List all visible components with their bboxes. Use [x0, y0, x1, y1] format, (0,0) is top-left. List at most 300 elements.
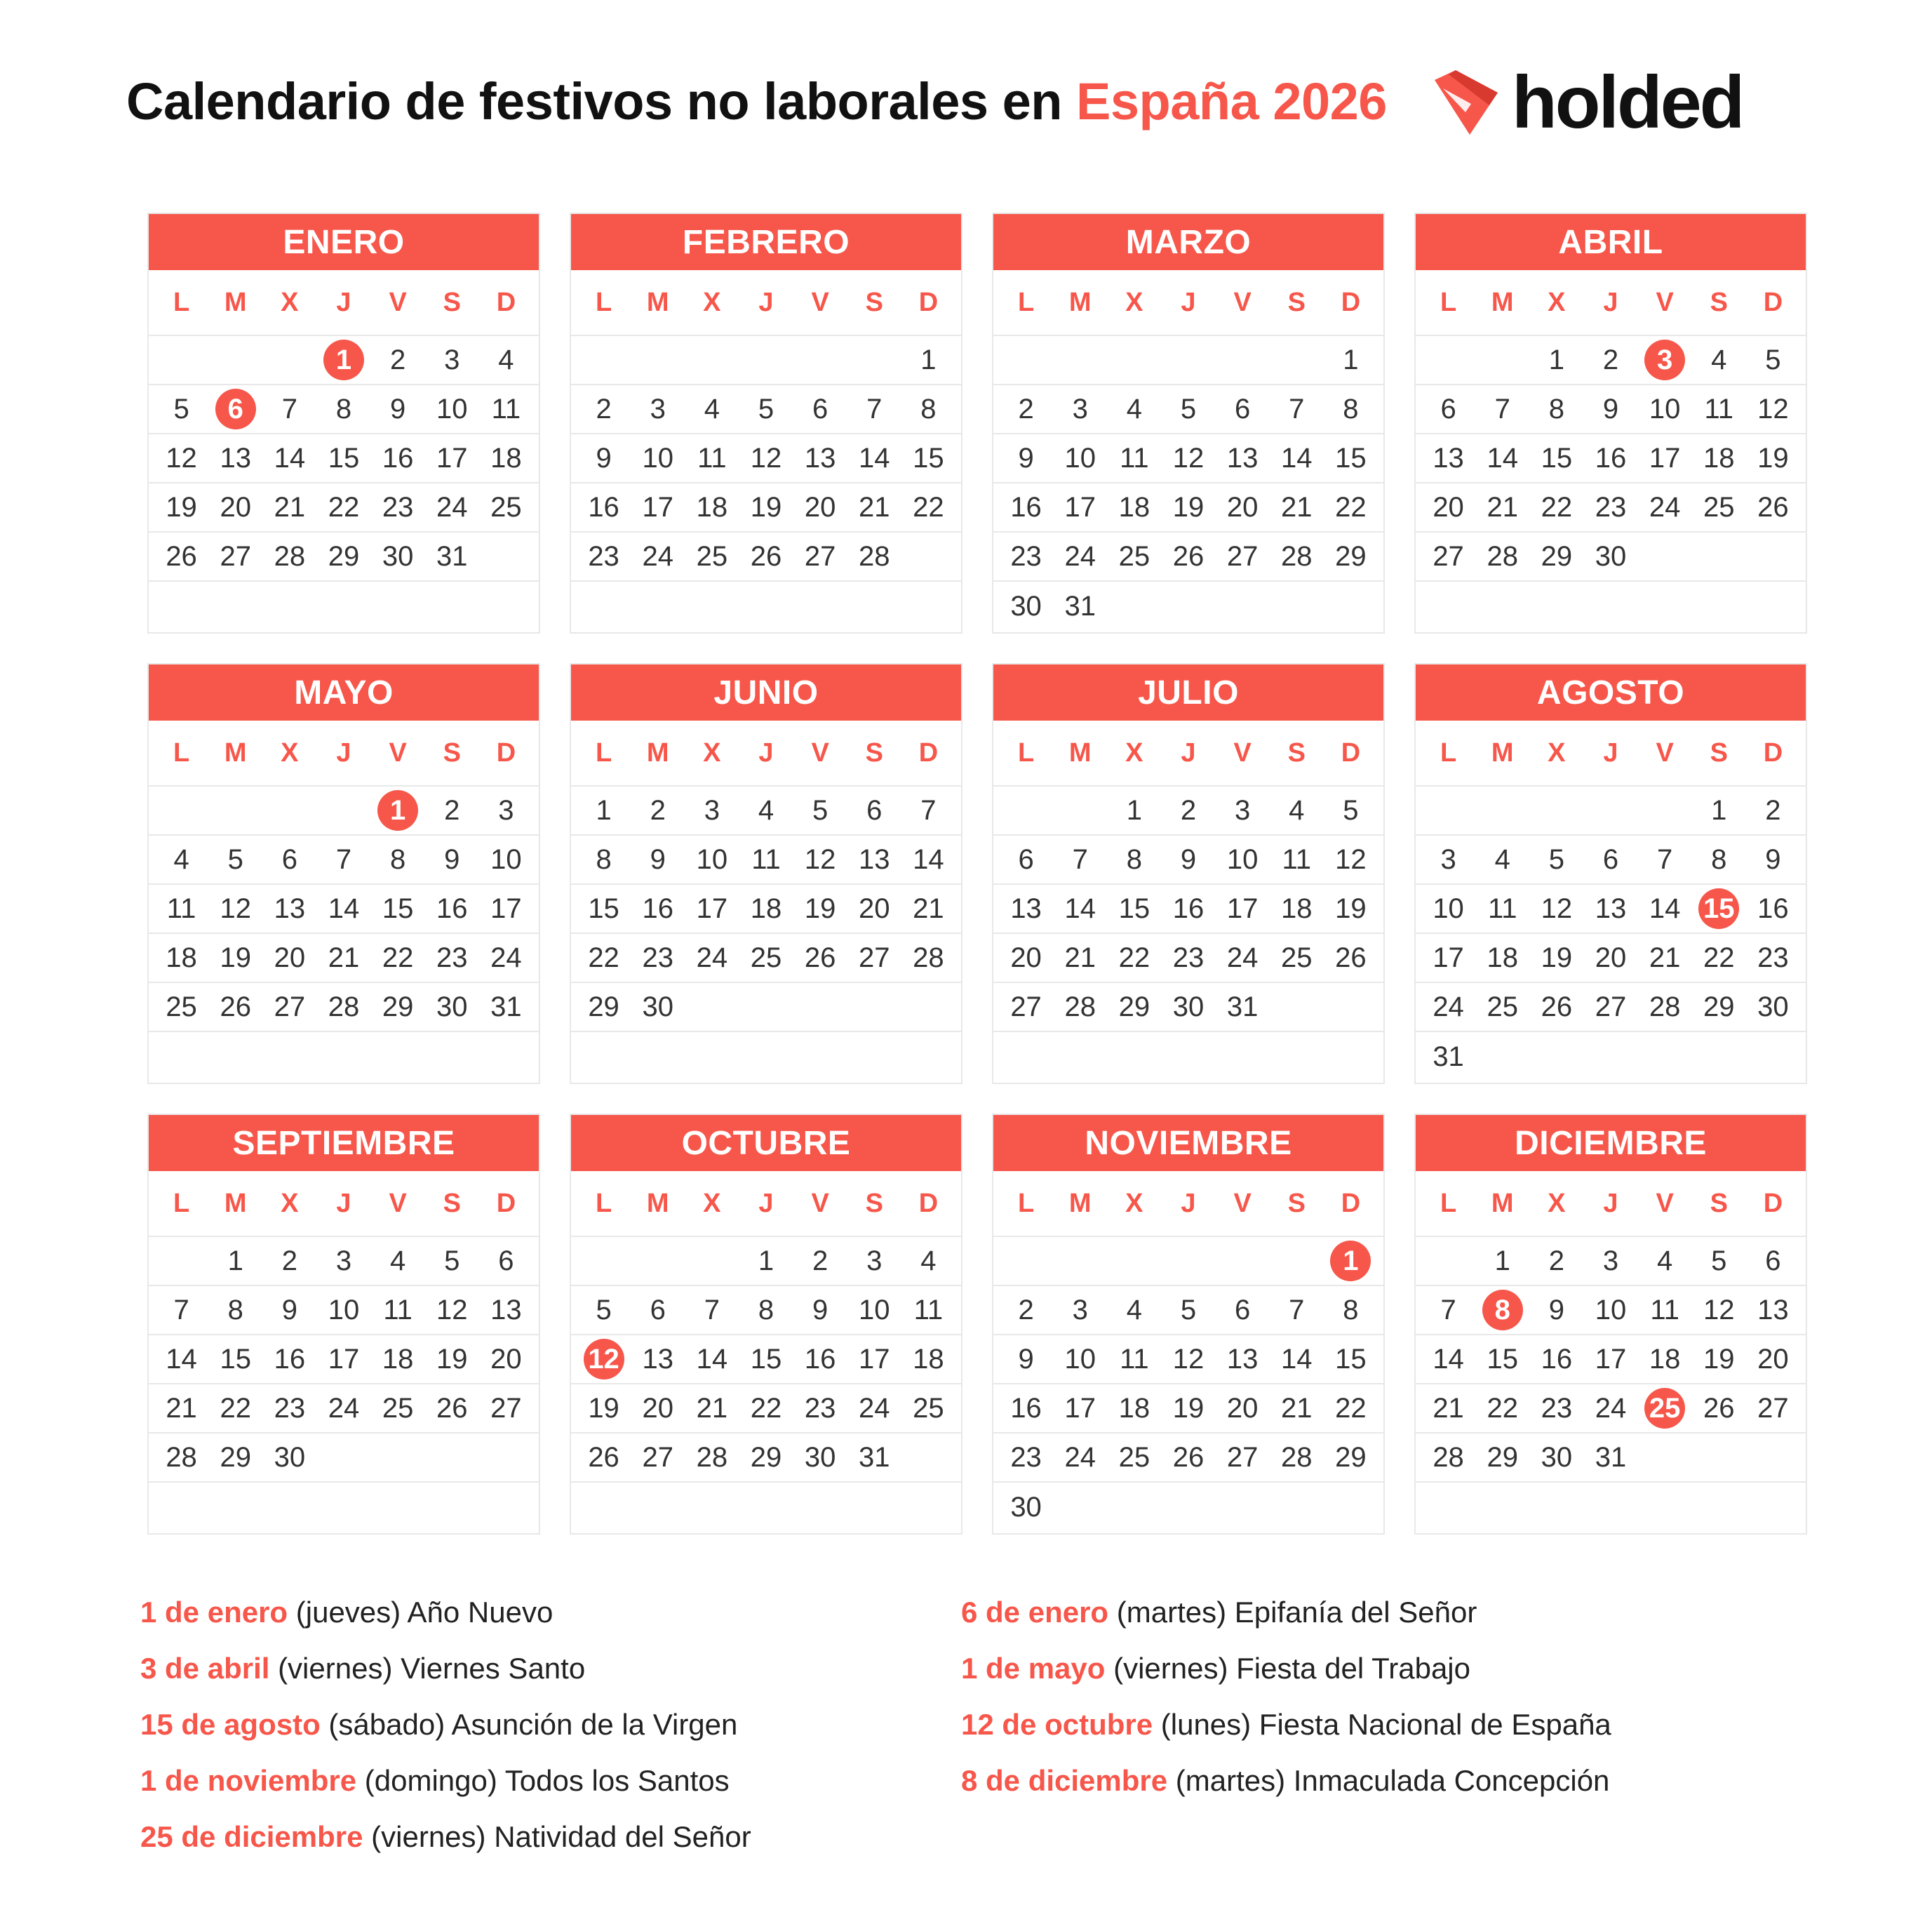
weekday-label: M	[1068, 737, 1092, 768]
day-number: 14	[1487, 442, 1518, 474]
day-cell	[1324, 535, 1378, 577]
day-number: 31	[436, 540, 468, 572]
day-number: 21	[696, 1392, 728, 1424]
weekday-label: S	[1710, 737, 1728, 768]
weekday-label: L	[1440, 737, 1457, 768]
day-cell	[371, 1289, 425, 1331]
day-number: 22	[1703, 942, 1735, 973]
day-cell	[1161, 1338, 1215, 1380]
day-cell	[631, 839, 685, 881]
day-cell	[1583, 437, 1637, 479]
empty-day-cell	[262, 339, 316, 381]
day-cell	[685, 388, 739, 430]
day-number: 26	[1541, 991, 1573, 1022]
day-cell	[685, 437, 739, 479]
weekday-label: V	[1656, 1188, 1674, 1218]
day-cell	[479, 437, 533, 479]
day-number: 29	[382, 991, 414, 1022]
day-number: 10	[1226, 843, 1259, 875]
empty-day-cell	[1475, 339, 1529, 381]
day-number: 30	[642, 991, 673, 1022]
weekday-label: X	[703, 287, 721, 317]
day-cell	[1270, 839, 1324, 881]
day-number: 28	[274, 540, 306, 572]
weekday-label: J	[758, 287, 774, 317]
day-cell	[1746, 339, 1800, 381]
day-number: 4	[704, 393, 720, 425]
day-number: 21	[1281, 491, 1313, 523]
weekday-label: D	[1341, 737, 1361, 768]
empty-day-cell	[1107, 1240, 1161, 1282]
weekday-label: S	[1287, 737, 1306, 768]
empty-day-cell	[631, 1036, 685, 1078]
empty-day-cell	[793, 986, 847, 1028]
holiday-day	[208, 388, 262, 430]
day-number: 15	[750, 1343, 782, 1375]
day-cell	[208, 839, 262, 881]
empty-day-cell	[739, 1486, 793, 1528]
month-name: NOVIEMBRE	[993, 1115, 1383, 1171]
day-cell	[739, 1387, 793, 1429]
day-cell	[1421, 486, 1475, 528]
empty-day-cell	[316, 1036, 370, 1078]
empty-day-cell	[262, 1486, 316, 1528]
day-number: 22	[1335, 1392, 1367, 1424]
day-cell	[262, 535, 316, 577]
day-number: 3	[1440, 843, 1456, 875]
day-number: 30	[1172, 991, 1205, 1022]
day-number: 20	[1757, 1343, 1789, 1375]
empty-day-cell	[1161, 1240, 1215, 1282]
week-row	[993, 885, 1383, 934]
day-number: 29	[588, 991, 619, 1022]
day-cell	[1161, 1289, 1215, 1331]
week-row	[1416, 934, 1806, 983]
day-number: 16	[1541, 1343, 1573, 1375]
empty-day-cell	[1107, 1036, 1161, 1078]
day-number: 8	[596, 843, 612, 875]
day-number: 28	[859, 540, 890, 572]
empty-day-cell	[154, 1036, 208, 1078]
day-number: 8	[1548, 393, 1564, 425]
day-number: 10	[696, 843, 728, 875]
day-number: 13	[859, 843, 890, 875]
day-cell	[1529, 937, 1583, 979]
empty-day-cell	[1692, 1436, 1746, 1478]
weekday-label: S	[1710, 287, 1728, 317]
empty-day-cell	[1270, 986, 1324, 1028]
weekday-label: X	[1125, 1188, 1143, 1218]
day-cell	[847, 888, 901, 930]
empty-day-cell	[208, 1036, 262, 1078]
week-row	[1416, 434, 1806, 483]
day-cell	[685, 486, 739, 528]
day-number: 16	[436, 893, 468, 924]
holiday-day	[371, 789, 425, 831]
day-cell	[631, 388, 685, 430]
day-cell	[1270, 1289, 1324, 1331]
week-row	[1416, 885, 1806, 934]
weekday-label: X	[1548, 1188, 1566, 1218]
day-cell	[1421, 888, 1475, 930]
day-cell	[793, 1289, 847, 1331]
day-cell	[425, 1338, 479, 1380]
legend-item	[140, 1591, 751, 1648]
empty-day-cell	[154, 339, 208, 381]
day-cell	[1216, 388, 1270, 430]
weekday-label: J	[1181, 1188, 1196, 1218]
day-cell	[1746, 937, 1800, 979]
day-number: 3	[1072, 1294, 1088, 1325]
weekday-label: X	[1125, 737, 1143, 768]
day-number: 29	[1541, 540, 1573, 572]
day-cell	[425, 888, 479, 930]
day-number: 11	[1120, 1343, 1149, 1375]
day-cell	[685, 1436, 739, 1478]
day-number: 28	[328, 991, 360, 1022]
day-number: 4	[758, 794, 774, 826]
day-cell	[793, 1387, 847, 1429]
day-cell	[1324, 486, 1378, 528]
day-number: 2	[1018, 1294, 1034, 1325]
empty-day-cell	[1421, 789, 1475, 831]
day-cell	[1107, 1387, 1161, 1429]
day-cell	[154, 486, 208, 528]
empty-day-cell	[1107, 585, 1161, 627]
day-number: 26	[1703, 1392, 1735, 1424]
day-cell	[1324, 437, 1378, 479]
day-cell	[631, 486, 685, 528]
day-number: 26	[588, 1441, 619, 1473]
day-cell	[1270, 888, 1324, 930]
day-cell	[1692, 486, 1746, 528]
week-row	[571, 582, 961, 631]
day-cell	[999, 535, 1053, 577]
weekday-label: S	[1287, 1188, 1306, 1218]
day-number: 11	[383, 1294, 412, 1325]
day-cell	[1161, 486, 1215, 528]
week-row	[149, 1335, 539, 1384]
weekday-label: V	[1233, 287, 1252, 317]
day-cell	[1107, 1289, 1161, 1331]
day-number: 26	[166, 540, 197, 572]
week-row	[149, 1032, 539, 1081]
week-row	[149, 934, 539, 983]
day-cell	[901, 486, 955, 528]
day-cell	[425, 839, 479, 881]
day-cell	[371, 839, 425, 881]
day-number: 18	[1118, 1392, 1151, 1424]
day-number: 24	[1064, 1441, 1096, 1473]
day-number: 16	[804, 1343, 836, 1375]
day-cell	[262, 437, 316, 479]
day-cell	[262, 888, 316, 930]
empty-day-cell	[425, 1436, 479, 1478]
day-number: 23	[588, 540, 619, 572]
day-cell	[1638, 388, 1692, 430]
day-number: 19	[1757, 442, 1789, 474]
day-number: 8	[1343, 1294, 1359, 1325]
day-number: 10	[1595, 1294, 1627, 1325]
empty-day-cell	[999, 789, 1053, 831]
day-cell	[1638, 437, 1692, 479]
day-number: 15	[1487, 1343, 1518, 1375]
day-cell	[1107, 986, 1161, 1028]
day-cell	[316, 1338, 370, 1380]
day-number: 18	[490, 442, 522, 474]
day-number: 14	[696, 1343, 728, 1375]
weekday-label: S	[443, 1188, 461, 1218]
day-number: 4	[920, 1245, 937, 1276]
day-number: 12	[1172, 442, 1205, 474]
day-cell	[847, 789, 901, 831]
empty-day-cell	[1161, 339, 1215, 381]
empty-day-cell	[793, 585, 847, 627]
day-cell	[316, 888, 370, 930]
day-cell	[999, 388, 1053, 430]
empty-day-cell	[479, 1036, 533, 1078]
empty-day-cell	[316, 585, 370, 627]
weekday-label: L	[173, 1188, 190, 1218]
day-number: 12	[1541, 893, 1573, 924]
day-cell	[999, 986, 1053, 1028]
week-row	[149, 336, 539, 385]
day-cell	[1324, 1338, 1378, 1380]
weekday-label: D	[496, 737, 516, 768]
week-row	[149, 1384, 539, 1434]
day-cell	[425, 789, 479, 831]
day-number: 9	[1602, 393, 1619, 425]
empty-day-cell	[479, 535, 533, 577]
weekday-label: M	[1068, 287, 1092, 317]
day-cell	[479, 339, 533, 381]
week-row	[149, 483, 539, 533]
weekday-label: J	[758, 1188, 774, 1218]
day-number: 20	[859, 893, 890, 924]
day-cell	[1324, 1387, 1378, 1429]
day-number: 8	[1343, 393, 1359, 425]
week-row	[149, 434, 539, 483]
day-cell	[631, 535, 685, 577]
day-cell	[577, 1387, 631, 1429]
empty-day-cell	[901, 585, 955, 627]
day-number: 12	[750, 442, 782, 474]
week-row	[571, 1335, 961, 1384]
empty-day-cell	[262, 585, 316, 627]
day-cell	[1107, 888, 1161, 930]
day-number: 25	[1281, 942, 1313, 973]
week-row	[993, 1335, 1383, 1384]
day-number: 8	[227, 1294, 243, 1325]
legend-item	[140, 1816, 751, 1872]
empty-day-cell	[316, 1436, 370, 1478]
day-number: 9	[1548, 1294, 1564, 1325]
day-cell	[425, 388, 479, 430]
weekday-label: M	[646, 737, 669, 768]
day-number: 5	[1180, 1294, 1197, 1325]
empty-day-cell	[1053, 1240, 1107, 1282]
day-cell	[262, 986, 316, 1028]
weekday-header-row	[571, 721, 961, 787]
day-number: 25	[166, 991, 197, 1022]
day-number: 14	[859, 442, 890, 474]
day-cell	[1216, 1338, 1270, 1380]
day-number: 23	[274, 1392, 306, 1424]
weekday-label: L	[595, 737, 612, 768]
day-cell	[577, 986, 631, 1028]
empty-day-cell	[1529, 789, 1583, 831]
day-number: 8	[335, 393, 352, 425]
day-cell	[739, 1289, 793, 1331]
empty-day-cell	[1583, 789, 1637, 831]
day-number: 21	[1064, 942, 1096, 973]
day-cell	[1270, 937, 1324, 979]
day-number: 27	[1757, 1392, 1789, 1424]
empty-day-cell	[154, 789, 208, 831]
weekday-label: L	[595, 1188, 612, 1218]
empty-day-cell	[1270, 1240, 1324, 1282]
weekday-header-row	[571, 270, 961, 336]
legend-column-left	[140, 1591, 751, 1872]
empty-day-cell	[1270, 585, 1324, 627]
day-number: 19	[1172, 1392, 1205, 1424]
week-row	[571, 885, 961, 934]
day-cell	[1421, 1036, 1475, 1078]
day-number: 20	[220, 491, 251, 523]
empty-day-cell	[1216, 585, 1270, 627]
day-number: 14	[166, 1343, 197, 1375]
day-cell	[1583, 986, 1637, 1028]
day-cell	[577, 1289, 631, 1331]
day-number: 9	[281, 1294, 297, 1325]
day-number: 21	[1487, 491, 1518, 523]
day-number: 23	[804, 1392, 836, 1424]
day-cell	[371, 1240, 425, 1282]
day-number: 19	[220, 942, 251, 973]
day-cell	[1475, 1338, 1529, 1380]
day-number: 6	[866, 794, 883, 826]
day-cell	[154, 839, 208, 881]
empty-day-cell	[371, 585, 425, 627]
day-number: 29	[1118, 991, 1151, 1022]
week-row	[993, 385, 1383, 434]
day-number: 16	[1172, 893, 1205, 924]
day-number: 19	[1703, 1343, 1735, 1375]
day-cell	[1053, 937, 1107, 979]
empty-day-cell	[208, 789, 262, 831]
day-number: 11	[166, 893, 196, 924]
day-number: 20	[1226, 491, 1259, 523]
weekday-label: V	[1656, 737, 1674, 768]
empty-day-cell	[1638, 1036, 1692, 1078]
day-number: 18	[382, 1343, 414, 1375]
day-cell	[1529, 1240, 1583, 1282]
day-cell	[479, 937, 533, 979]
empty-day-cell	[1529, 1486, 1583, 1528]
empty-day-cell	[577, 585, 631, 627]
day-cell	[1692, 388, 1746, 430]
day-cell	[1421, 1387, 1475, 1429]
page-header	[126, 61, 1810, 144]
day-number: 25	[1118, 540, 1151, 572]
month-junio	[570, 663, 962, 1084]
day-cell	[739, 1436, 793, 1478]
day-cell	[1583, 388, 1637, 430]
day-number: 16	[1757, 893, 1789, 924]
day-number: 31	[1433, 1041, 1464, 1072]
weekday-header-row	[993, 721, 1383, 787]
empty-day-cell	[1053, 1486, 1107, 1528]
weekday-label: X	[281, 1188, 299, 1218]
empty-day-cell	[999, 1036, 1053, 1078]
month-noviembre	[992, 1114, 1385, 1535]
day-cell	[1746, 1240, 1800, 1282]
weekday-label: D	[1763, 1188, 1783, 1218]
day-cell	[999, 585, 1053, 627]
day-number: 15	[1335, 442, 1367, 474]
day-cell	[262, 388, 316, 430]
day-cell	[371, 937, 425, 979]
day-cell	[793, 888, 847, 930]
day-cell	[1324, 339, 1378, 381]
holiday-date: 6 de enero	[961, 1596, 1109, 1629]
day-number: 13	[1010, 893, 1042, 924]
day-cell	[1216, 1387, 1270, 1429]
empty-day-cell	[1692, 535, 1746, 577]
day-number: 13	[1757, 1294, 1789, 1325]
empty-day-cell	[316, 1486, 370, 1528]
day-number: 25	[490, 491, 522, 523]
week-row	[1416, 1434, 1806, 1483]
day-cell	[793, 789, 847, 831]
holiday-date: 15 de agosto	[140, 1708, 321, 1741]
day-number: 19	[1541, 942, 1573, 973]
day-cell	[208, 437, 262, 479]
day-cell	[1324, 888, 1378, 930]
day-cell	[1161, 1436, 1215, 1478]
week-row	[1416, 787, 1806, 836]
day-cell	[479, 1387, 533, 1429]
day-number: 12	[1703, 1294, 1735, 1325]
month-name: AGOSTO	[1416, 664, 1806, 721]
day-cell	[1692, 986, 1746, 1028]
day-number: 23	[1541, 1392, 1573, 1424]
weekday-label: D	[918, 287, 939, 317]
day-cell	[901, 1240, 955, 1282]
day-cell	[1216, 486, 1270, 528]
empty-day-cell	[1529, 585, 1583, 627]
holiday-day	[1638, 339, 1692, 381]
day-number: 30	[1010, 590, 1042, 622]
day-number: 17	[1649, 442, 1681, 474]
weekday-label: M	[224, 737, 247, 768]
empty-day-cell	[1638, 789, 1692, 831]
day-number: 1	[1343, 344, 1359, 375]
empty-day-cell	[847, 1036, 901, 1078]
day-number: 30	[1010, 1491, 1042, 1523]
day-number: 11	[1487, 893, 1517, 924]
day-number: 27	[804, 540, 836, 572]
day-cell	[154, 1436, 208, 1478]
day-cell	[631, 1338, 685, 1380]
day-number: 15	[1118, 893, 1151, 924]
empty-day-cell	[847, 585, 901, 627]
weekday-label: X	[281, 287, 299, 317]
weekday-label: M	[1491, 287, 1514, 317]
day-number: 18	[750, 893, 782, 924]
day-number: 24	[642, 540, 673, 572]
month-marzo	[992, 213, 1385, 634]
